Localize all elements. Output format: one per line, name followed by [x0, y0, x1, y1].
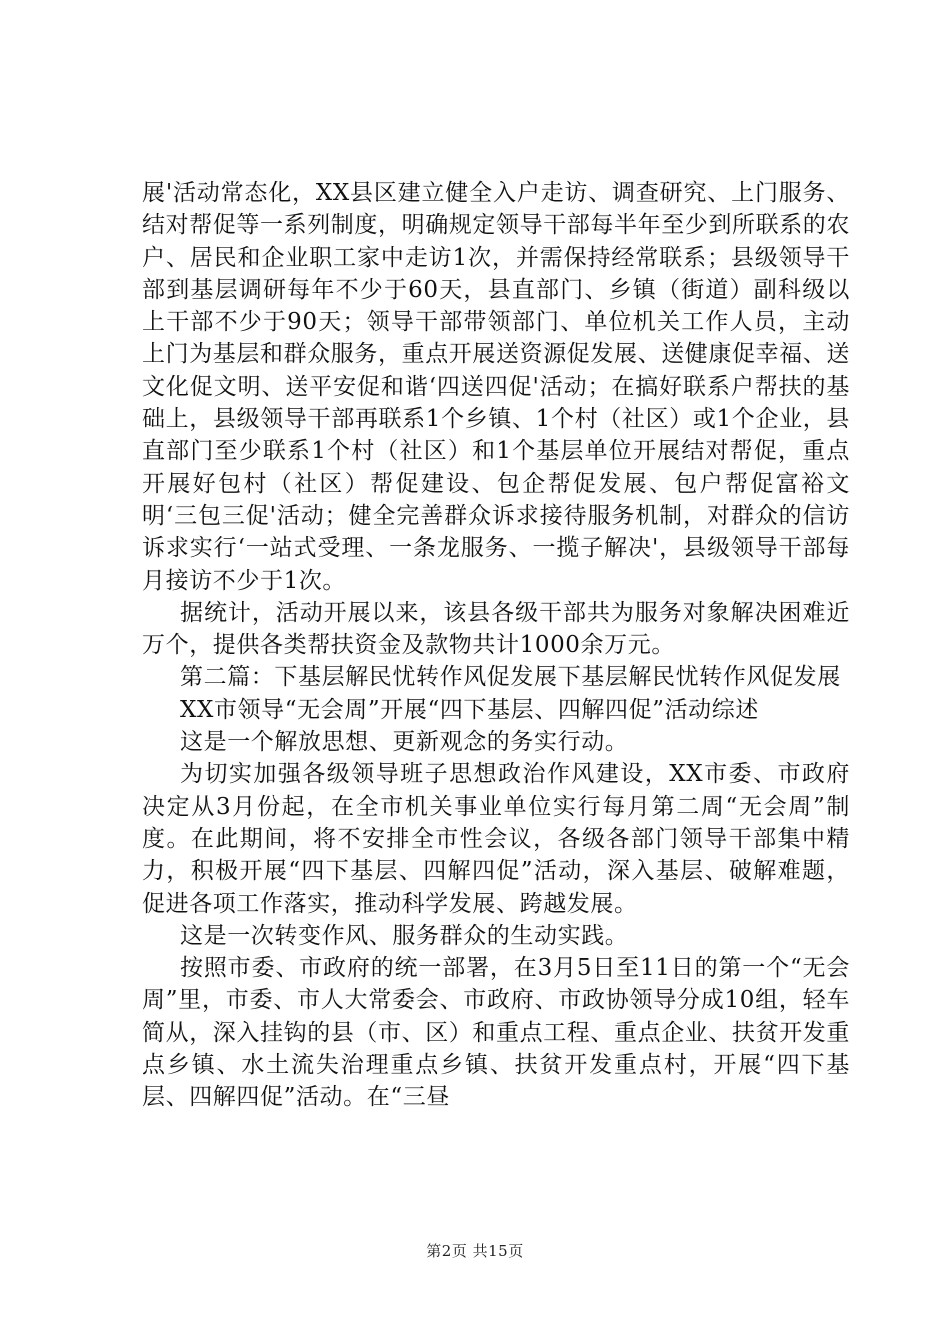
- section-heading: 第二篇：下基层解民忧转作风促发展下基层解民忧转作风促发展: [180, 664, 841, 691]
- page-footer: 第2页 共15页: [426, 1242, 524, 1260]
- paragraph-1: 展'活动常态化，XX县区建立健全入户走访、调查研究、上门服务、结对帮促等一系列制度，明确规定领导干部每半年至少到所联系的农户、居民和企业职工家中走访1次，并需保持经常联系；县级领导干部到基层调研每年不少于60天，县直部门、乡镇（街道）副科级以上干部不少于90天；领导干部带领部门、单位机关工作人员，主动上门为基层和群众服务，重点开展送资源促发展、送健康促幸福、送文化促文明、送平安促和谐‘四送四促'活动；在搞好联系户帮扶的基础上，县级领导干部再联系1个乡镇、1个村（社区）或1个企业，县直部门至少联系1个村（社区）和1个基层单位开展结对帮促，重点开展好包村（社区）帮促建设、包企帮促发展、包户帮促富裕文明‘三包三促'活动；健全完善群众诉求接待服务机制，对群众的信访诉求实行‘一站式受理、一条龙服务、一揽子解决'，县级领导干部每月接访不少于1次。: [142, 180, 850, 594]
- document-body: [142, 177, 850, 1114]
- paragraph-3: 这是一个解放思想、更新观念的务实行动。: [180, 729, 629, 756]
- paragraph-4: 为切实加强各级领导班子思想政治作风建设，XX市委、市政府决定从3月份起，在全市机关事业单位实行每月第二周“无会周”制度。在此期间，将不安排全市性会议，各级各部门领导干部集中精力，积极开展“四下基层、四解四促”活动，深入基层、破解难题，促进各项工作落实，推动科学发展、跨越发展。: [142, 761, 850, 917]
- paragraph-2: 据统计，活动开展以来，该县各级干部共为服务对象解决困难近万个，提供各类帮扶资金及款物共计1000余万元。: [142, 599, 850, 659]
- paragraph-5: 这是一次转变作风、服务群众的生动实践。: [180, 922, 629, 949]
- article-title: XX市领导“无会周”开展“四下基层、四解四促”活动综述: [180, 696, 759, 723]
- paragraph-6: 按照市委、市政府的统一部署，在3月5日至11日的第一个“无会周”里，市委、市人大常委会、市政府、市政协领导分成10组，轻车简从，深入挂钩的县（市、区）和重点工程、重点企业、扶贫开发重点乡镇、水土流失治理重点乡镇、扶贫开发重点村，开展“四下基层、四解四促”活动。在“三昼: [142, 955, 850, 1111]
